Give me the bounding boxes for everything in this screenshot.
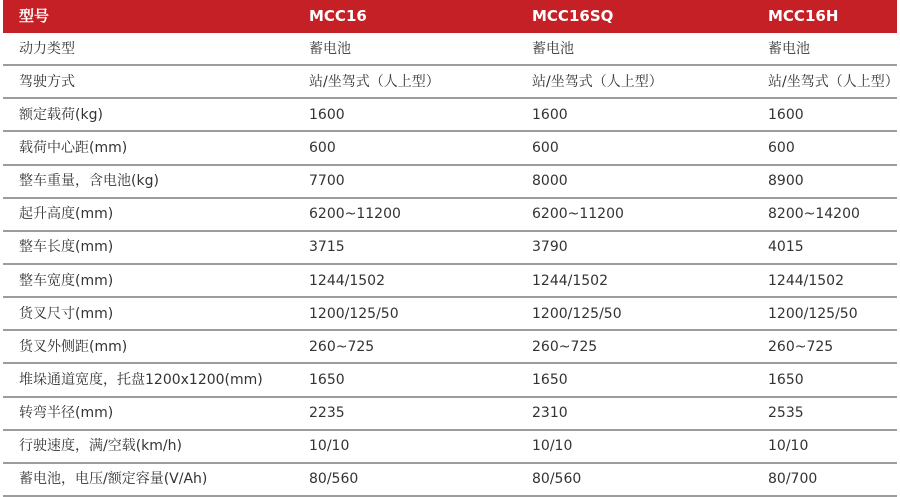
- table-header-row: [3, 0, 897, 33]
- cell-value: 80/700: [768, 471, 818, 488]
- row-label: 转弯半径(mm): [19, 405, 114, 422]
- cell-value: 4015: [768, 239, 804, 256]
- row-label: 货叉外侧距(mm): [19, 338, 128, 355]
- header-model-label: 型号: [19, 7, 50, 25]
- table-row-drive-mode: [3, 66, 897, 99]
- table-row-lift-height: [3, 199, 897, 232]
- cell-value: 1600: [532, 106, 568, 123]
- cell-value: 600: [532, 139, 559, 156]
- cell-value: 10/10: [532, 438, 573, 455]
- table-row-fork-outer-distance: [3, 331, 897, 364]
- cell-value: 1650: [309, 371, 345, 388]
- cell-value: 1650: [532, 371, 568, 388]
- cell-value: 1600: [309, 106, 345, 123]
- cell-value: 3715: [309, 239, 345, 256]
- row-label: 蓄电池，电压/额定容量(V/Ah): [19, 471, 208, 488]
- table-row-total-weight: [3, 166, 897, 199]
- row-label: 额定载荷(kg): [19, 106, 103, 123]
- cell-value: 260~725: [309, 338, 375, 355]
- cell-value: 10/10: [768, 438, 809, 455]
- header-model-mcc16h: MCC16H: [768, 7, 839, 25]
- cell-value: 2310: [532, 405, 568, 422]
- row-label: 起升高度(mm): [19, 206, 114, 223]
- cell-value: 2535: [768, 405, 804, 422]
- table-row-overall-width: [3, 265, 897, 298]
- cell-value: 1200/125/50: [309, 305, 399, 322]
- cell-value: 260~725: [768, 338, 834, 355]
- cell-value: 1200/125/50: [768, 305, 858, 322]
- cell-value: 600: [309, 139, 336, 156]
- table-row-battery: [3, 464, 897, 497]
- cell-value: 1244/1502: [532, 272, 608, 289]
- cell-value: 1244/1502: [309, 272, 385, 289]
- cell-value: 10/10: [309, 438, 350, 455]
- row-label: 整车长度(mm): [19, 239, 114, 256]
- cell-value: 8900: [768, 173, 804, 190]
- cell-value: 1200/125/50: [532, 305, 622, 322]
- header-model-mcc16sq: MCC16SQ: [532, 7, 614, 25]
- cell-value: 6200~11200: [309, 206, 401, 223]
- table-row-travel-speed: [3, 431, 897, 464]
- cell-value: 8000: [532, 173, 568, 190]
- header-model-mcc16: MCC16: [309, 7, 367, 25]
- cell-value: 1244/1502: [768, 272, 844, 289]
- table-row-overall-length: [3, 232, 897, 265]
- row-label: 驾驶方式: [19, 73, 75, 90]
- cell-value: 站/坐驾式（人上型）: [532, 73, 663, 90]
- table-row-rated-load: [3, 99, 897, 132]
- table-row-fork-size: [3, 298, 897, 331]
- row-label: 整车宽度(mm): [19, 272, 114, 289]
- table-row-turning-radius: [3, 398, 897, 431]
- row-label: 整车重量，含电池(kg): [19, 173, 159, 190]
- cell-value: 600: [768, 139, 795, 156]
- row-label: 行驶速度，满/空载(km/h): [19, 438, 182, 455]
- table-row-load-center: [3, 132, 897, 165]
- cell-value: 80/560: [532, 471, 582, 488]
- cell-value: 蓄电池: [532, 40, 574, 57]
- cell-value: 1600: [768, 106, 804, 123]
- cell-value: 站/坐驾式（人上型）: [309, 73, 440, 90]
- row-label: 载荷中心距(mm): [19, 139, 128, 156]
- cell-value: 3790: [532, 239, 568, 256]
- cell-value: 2235: [309, 405, 345, 422]
- cell-value: 260~725: [532, 338, 598, 355]
- cell-value: 蓄电池: [309, 40, 351, 57]
- cell-value: 6200~11200: [532, 206, 624, 223]
- cell-value: 1650: [768, 371, 804, 388]
- table-row-power-type: [3, 33, 897, 66]
- cell-value: 站/坐驾式（人上型）: [768, 73, 899, 90]
- cell-value: 蓄电池: [768, 40, 810, 57]
- table-row-aisle-width: [3, 364, 897, 397]
- row-label: 货叉尺寸(mm): [19, 305, 114, 322]
- cell-value: 8200~14200: [768, 206, 860, 223]
- row-label: 堆垛通道宽度，托盘1200x1200(mm): [19, 371, 263, 388]
- cell-value: 7700: [309, 173, 345, 190]
- row-label: 动力类型: [19, 40, 75, 57]
- cell-value: 80/560: [309, 471, 359, 488]
